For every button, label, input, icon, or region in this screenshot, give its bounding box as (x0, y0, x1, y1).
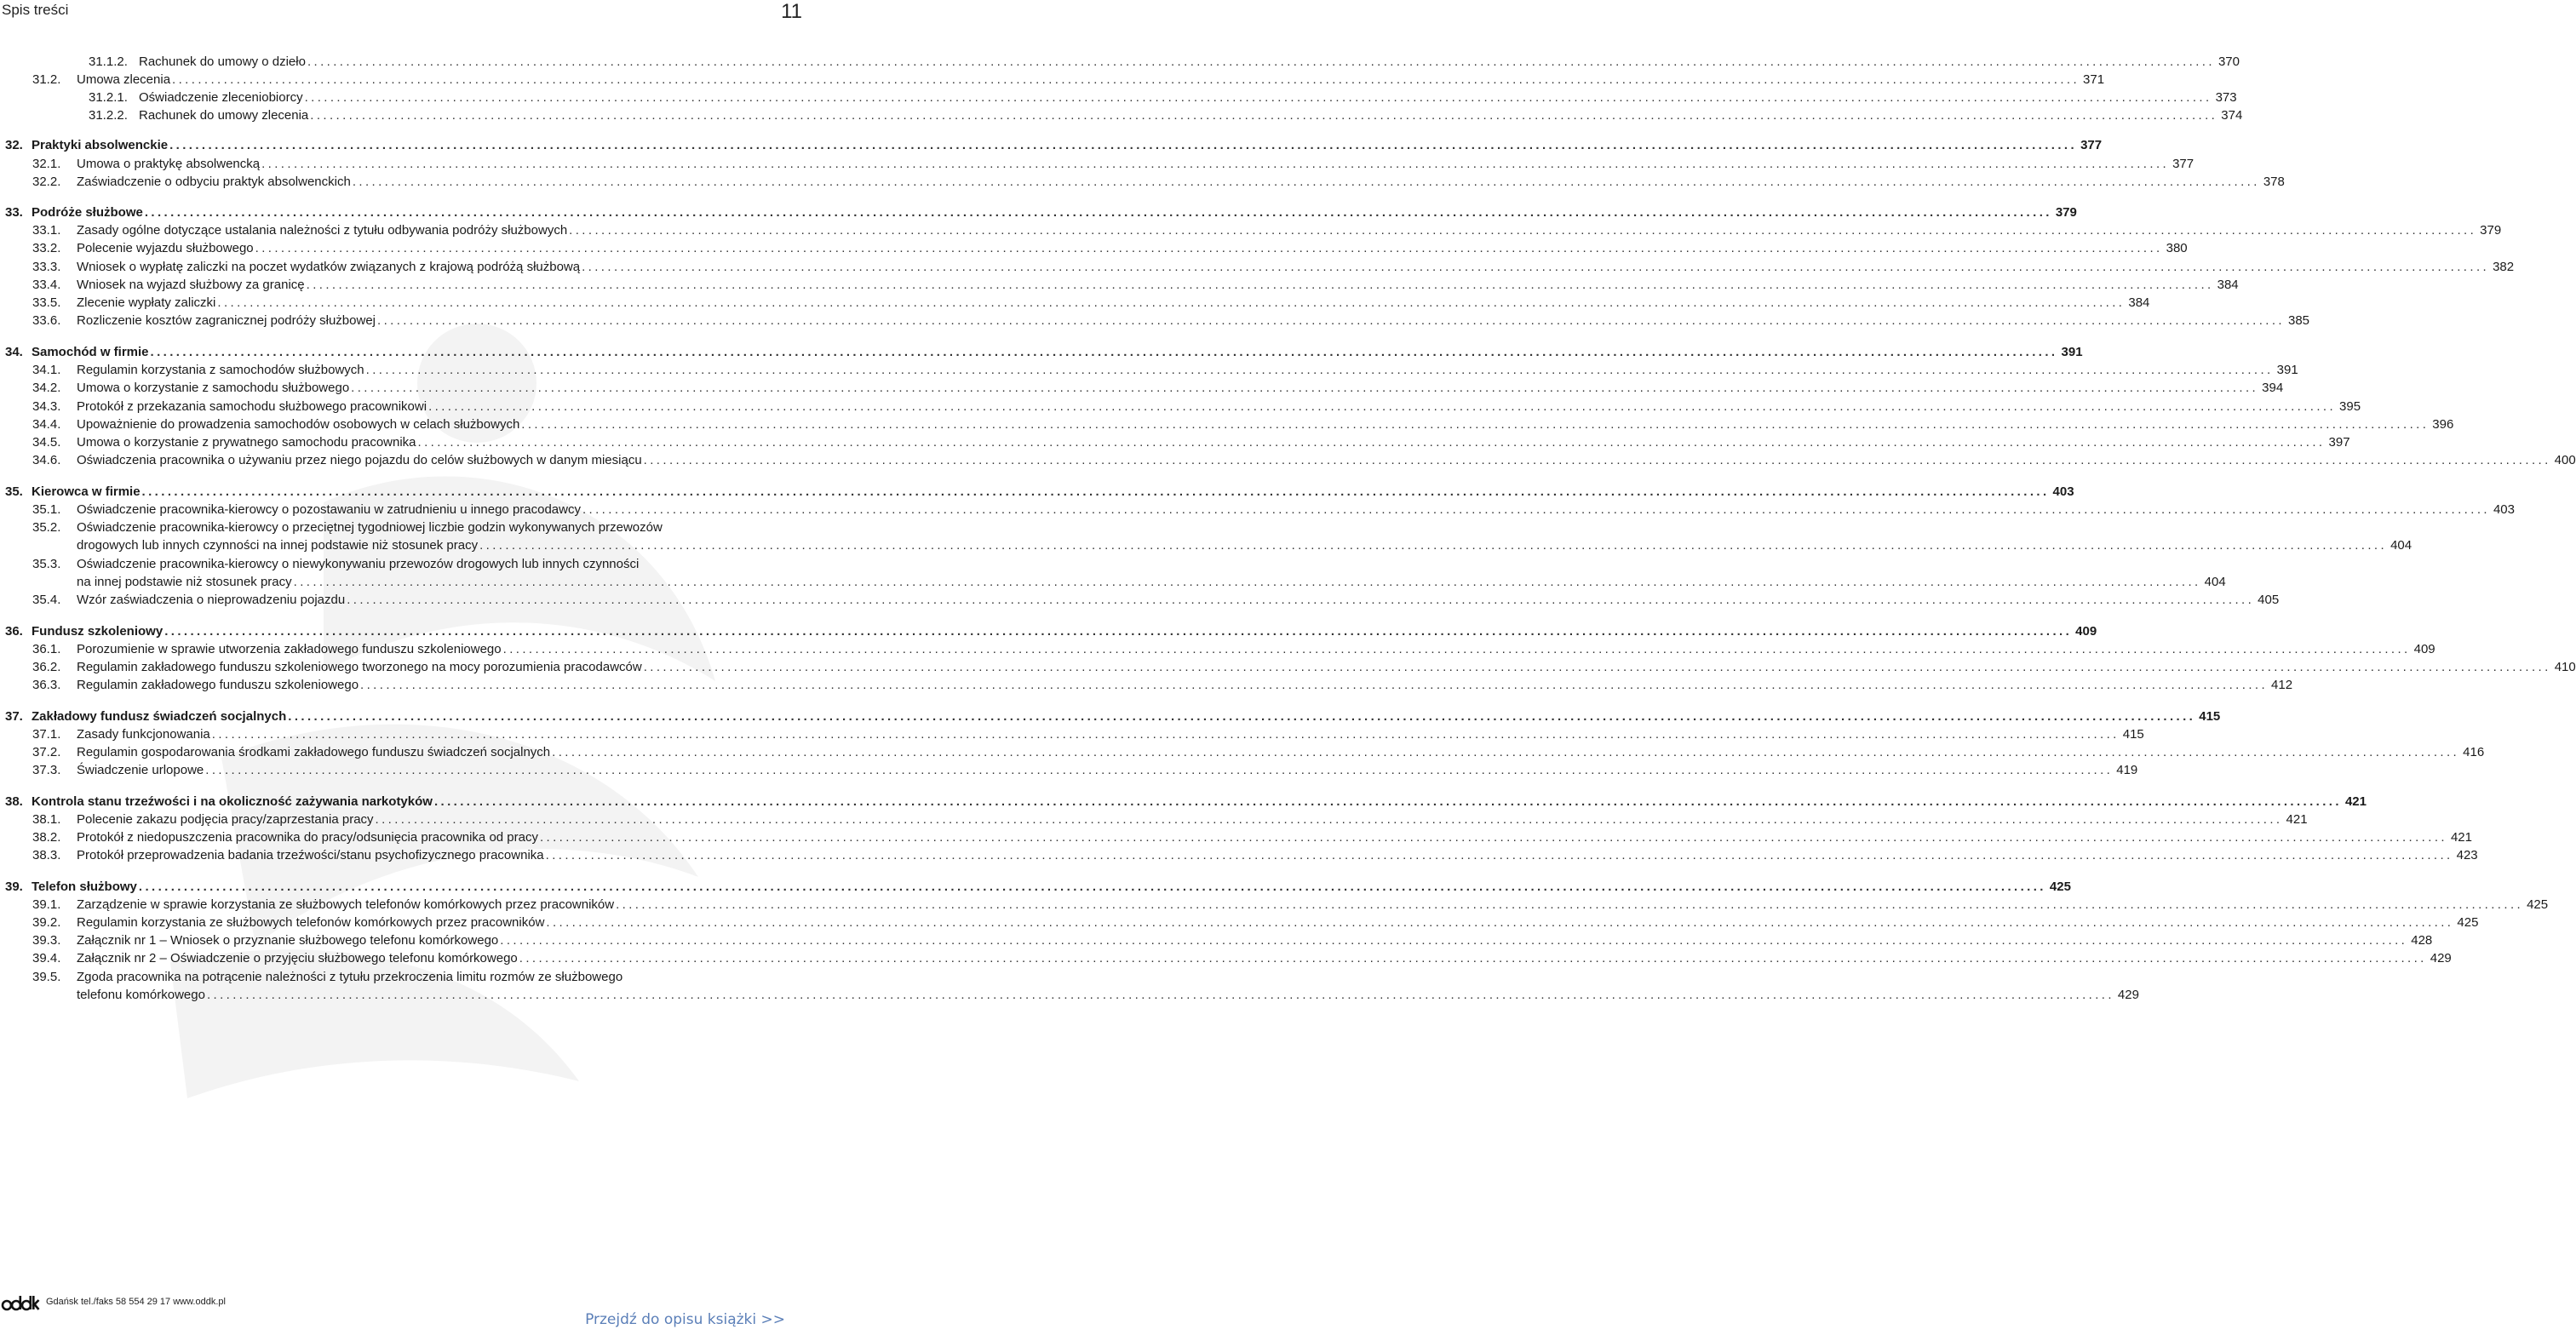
toc-leader-dots (479, 536, 2387, 554)
toc-leader-dots (377, 312, 2285, 329)
toc-entry-row[interactable] (0, 239, 2188, 257)
toc-chapter-row[interactable] (0, 203, 2077, 221)
toc-entry-title: Zgoda pracownika na potrącenie należności z tytułu przekroczenia limitu rozmów ze służbowego (77, 970, 623, 984)
toc-entry-number: 39.3. (32, 933, 61, 948)
toc-entry-title: Umowa zlecenia (77, 72, 171, 87)
toc-entry-row[interactable] (0, 949, 2452, 967)
toc-leader-dots (546, 914, 2453, 931)
toc-leader-dots (582, 258, 2489, 276)
toc-entry-number: 38.2. (32, 830, 61, 845)
toc-leader-dots (521, 415, 2429, 433)
toc-entry-title: Regulamin gospodarowania środkami zakładowego funduszu świadczeń socjalnych (77, 745, 551, 759)
toc-page-number: 396 (2432, 417, 2454, 432)
toc-page-number: 412 (2271, 678, 2293, 692)
toc-page-number: 380 (2166, 241, 2188, 255)
toc-chapter-row[interactable] (0, 483, 2074, 501)
toc-page-number: 425 (2457, 915, 2479, 930)
toc-leader-dots (582, 501, 2490, 519)
toc-entry-number: 38.3. (32, 848, 61, 862)
toc-entry-number: 31.1.2. (89, 54, 128, 69)
toc-entry-title: Rachunek do umowy zlecenia (139, 108, 309, 123)
toc-page-number: 429 (2430, 951, 2452, 965)
toc-entry-row[interactable] (0, 725, 2144, 743)
toc-entry-number: 33.6. (32, 313, 61, 328)
toc-entry-title: Świadczenie urlopowe (77, 763, 204, 777)
toc-entry-title: Regulamin zakładowego funduszu szkoleniowego tworzonego na mocy porozumienia pracodawców (77, 660, 642, 674)
toc-entry-number: 37. (5, 709, 23, 724)
toc-entry-title: na innej podstawie niż stosunek pracy (77, 575, 292, 589)
toc-entry-row[interactable] (0, 501, 2515, 519)
toc-leader-dots (169, 136, 2077, 154)
toc-entry-title: Protokół z niedopuszczenia pracownika do pracy/odsunięcia pracownika od pracy (77, 830, 538, 845)
toc-leader-dots (151, 343, 2058, 361)
toc-page-number: 425 (2527, 897, 2549, 912)
toc-entry-number: 31.2. (32, 72, 61, 87)
toc-entry-title: Oświadczenie zleceniobiorcy (139, 90, 303, 105)
toc-leader-dots (307, 53, 2215, 71)
toc-page-number: 391 (2061, 345, 2083, 359)
toc-leader-dots (255, 239, 2163, 257)
toc-entry-title: Protokół przeprowadzenia badania trzeźwości/stanu psychofizycznego pracownika (77, 848, 544, 862)
toc-page-number: 421 (2286, 812, 2308, 827)
toc-entry-title: Umowa o korzystanie z samochodu służbowego (77, 381, 350, 395)
toc-leader-dots (164, 622, 2072, 640)
toc-entry-title: Telefon służbowy (32, 879, 137, 894)
toc-chapter-row[interactable] (0, 793, 2367, 811)
toc-page-number: 385 (2287, 313, 2310, 328)
toc-entry-row[interactable] (0, 361, 2298, 379)
toc-entry-number: 35.4. (32, 593, 61, 607)
book-description-link[interactable]: Przejdź do opisu książki >> (585, 1311, 785, 1328)
toc-page-number: 421 (2450, 830, 2472, 845)
toc-chapter-row[interactable] (0, 708, 2221, 725)
toc-entry-number: 39.5. (32, 970, 61, 984)
toc-page-number: 403 (2052, 484, 2074, 499)
toc-entry-number: 39.1. (32, 897, 61, 912)
oddk-logo-icon (2, 1294, 39, 1311)
toc-entry-number: 33.1. (32, 223, 61, 238)
toc-leader-dots (294, 573, 2201, 591)
toc-entry-number: 32. (5, 138, 23, 152)
toc-entry-number: 32.1. (32, 157, 61, 171)
toc-entry-number: 34.2. (32, 381, 61, 395)
toc-entry-number: 33.3. (32, 260, 61, 274)
toc-entry-title: Rachunek do umowy o dzieło (139, 54, 306, 69)
toc-entry-title: Samochód w firmie (32, 345, 149, 359)
toc-entry-row[interactable] (0, 106, 2243, 124)
toc-chapter-row[interactable] (0, 136, 2103, 154)
toc-entry-row[interactable] (0, 761, 2138, 779)
toc-entry-row[interactable] (0, 312, 2310, 329)
toc-entry-number: 34.6. (32, 453, 61, 467)
toc-entry-number: 34.4. (32, 417, 61, 432)
toc-page-number: 394 (2262, 381, 2284, 395)
toc-leader-dots (172, 71, 2080, 89)
toc-page-number: 409 (2413, 642, 2435, 656)
toc-entry-row[interactable] (0, 986, 2139, 1004)
toc-leader-dots (288, 708, 2195, 725)
toc-entry-row[interactable] (0, 676, 2293, 694)
toc-entry-row[interactable] (0, 433, 2350, 451)
footer-contact: Gdańsk tel./faks 58 554 29 17 www.oddk.pl (46, 1297, 226, 1307)
toc-entry-row[interactable] (0, 89, 2237, 106)
toc-entry-number: 31.2.1. (89, 90, 128, 105)
toc-entry-number: 37.3. (32, 763, 61, 777)
toc-entry-row[interactable] (0, 896, 2549, 914)
toc-entry-row[interactable] (0, 658, 2576, 676)
toc-entry-row[interactable] (0, 451, 2576, 469)
toc-entry-title: Umowa o praktykę absolwencką (77, 157, 261, 171)
toc-entry-number: 35.2. (32, 520, 61, 535)
toc-page-number: 371 (2083, 72, 2105, 87)
toc-entry-title: Polecenie wyjazdu służbowego (77, 241, 254, 255)
toc-entry-title: Regulamin zakładowego funduszu szkoleniowego (77, 678, 359, 692)
toc-entry-title: Oświadczenie pracownika-kierowcy o przeciętnej tygodniowej liczbie godzin wykonywanych przewozów (77, 520, 663, 535)
toc-chapter-row[interactable] (0, 622, 2097, 640)
toc-entry-title: Kontrola stanu trzeźwości i na okoliczność zażywania narkotyków (32, 794, 433, 809)
toc-page-number: 391 (2276, 363, 2298, 377)
toc-page-number: 373 (2215, 90, 2237, 105)
toc-leader-dots (569, 221, 2476, 239)
toc-entry-title: Załącznik nr 2 – Oświadczenie o przyjęciu służbowego telefonu komórkowego (77, 951, 518, 965)
toc-entry-row[interactable] (0, 71, 2105, 89)
toc-entry-title: Fundusz szkoleniowy (32, 624, 164, 639)
toc-entry-number: 31.2.2. (89, 108, 128, 123)
toc-leader-dots (139, 878, 2046, 896)
toc-entry-title: Regulamin korzystania ze służbowych telefonów komórkowych przez pracowników (77, 915, 545, 930)
toc-entry-row[interactable] (0, 221, 2502, 239)
toc-leader-dots (418, 433, 2326, 451)
toc-entry-title: Rozliczenie kosztów zagranicznej podróży służbowej (77, 313, 376, 328)
toc-page-number: 404 (2204, 575, 2226, 589)
toc-entry-first-line (0, 968, 818, 986)
toc-page-number: 410 (2554, 660, 2576, 674)
toc-leader-dots (366, 361, 2274, 379)
toc-page-number: 378 (2263, 175, 2285, 189)
toc-page-number: 405 (2258, 593, 2280, 607)
toc-leader-dots (142, 483, 2050, 501)
toc-entry-first-line (0, 519, 818, 536)
toc-entry-title: Oświadczenie pracownika-kierowcy o niewykonywaniu przewozów drogowych lub innych czynności (77, 557, 640, 571)
toc-entry-number: 32.2. (32, 175, 61, 189)
toc-entry-row[interactable] (0, 258, 2515, 276)
toc-leader-dots (307, 276, 2214, 294)
toc-page-number: 425 (2049, 879, 2071, 894)
toc-entry-number: 37.1. (32, 727, 61, 742)
toc-entry-first-line (0, 555, 818, 573)
toc-entry-row[interactable] (0, 379, 2284, 397)
toc-entry-row[interactable] (0, 931, 2433, 949)
toc-leader-dots (546, 846, 2453, 864)
toc-page-number: 415 (2122, 727, 2144, 742)
toc-entry-title: Oświadczenia pracownika o używaniu przez niego pojazdu do celów służbowych w danym miesiącu (77, 453, 642, 467)
toc-entry-title: Polecenie zakazu podjęcia pracy/zaprzestania pracy (77, 812, 374, 827)
toc-entry-title: Podróże służbowe (32, 205, 143, 220)
toc-entry-row[interactable] (0, 591, 2280, 609)
toc-entry-title: Upoważnienie do prowadzenia samochodów osobowych w celach służbowych (77, 417, 520, 432)
toc-entry-number: 38. (5, 794, 23, 809)
toc-entry-number: 38.1. (32, 812, 61, 827)
toc-leader-dots (207, 986, 2114, 1004)
toc-entry-number: 36.2. (32, 660, 61, 674)
toc-leader-dots (376, 811, 2283, 828)
toc-page-number: 382 (2493, 260, 2515, 274)
toc-entry-number: 35.1. (32, 502, 61, 517)
toc-entry-row[interactable] (0, 640, 2435, 658)
toc-page-number: 409 (2075, 624, 2097, 639)
toc-entry-number: 34.3. (32, 399, 61, 414)
toc-leader-dots (519, 949, 2427, 967)
toc-entry-title: Wniosek na wyjazd służbowy za granicę (77, 278, 305, 292)
toc-entry-title: Oświadczenie pracownika-kierowcy o pozostawaniu w zatrudnieniu u innego pracodawcy (77, 502, 581, 517)
toc-entry-number: 35.3. (32, 557, 61, 571)
toc-leader-dots (552, 743, 2459, 761)
toc-entry-number: 33. (5, 205, 23, 220)
toc-leader-dots (540, 828, 2447, 846)
toc-entry-title: Zasady ogólne dotyczące ustalania należności z tytułu odbywania podróży służbowych (77, 223, 568, 238)
toc-page-number: 377 (2172, 157, 2194, 171)
toc-entry-row[interactable] (0, 811, 2308, 828)
toc-page-number: 374 (2221, 108, 2243, 123)
toc-entry-number: 35. (5, 484, 23, 499)
toc-leader-dots (205, 761, 2113, 779)
toc-page-number: 379 (2055, 205, 2077, 220)
toc-page-number: 397 (2328, 435, 2350, 450)
toc-leader-dots (212, 725, 2120, 743)
toc-entry-number: 39. (5, 879, 23, 894)
toc-leader-dots (347, 591, 2254, 609)
toc-page-number: 421 (2344, 794, 2367, 809)
toc-leader-dots (616, 896, 2523, 914)
toc-entry-row[interactable] (0, 536, 2412, 554)
toc-entry-title: Zasady funkcjonowania (77, 727, 210, 742)
toc-page-number: 370 (2217, 54, 2240, 69)
toc-entry-row[interactable] (0, 155, 2194, 173)
toc-page-number: 404 (2390, 538, 2412, 553)
toc-entry-title: Wniosek o wypłatę zaliczki na poczet wydatków związanych z krajową podróżą służbową (77, 260, 581, 274)
toc-entry-number: 33.5. (32, 295, 61, 310)
toc-page-number: 429 (2117, 988, 2139, 1002)
toc-entry-title: Umowa o korzystanie z prywatnego samochodu pracownika (77, 435, 416, 450)
toc-leader-dots (310, 106, 2217, 124)
toc-entry-title: Kierowca w firmie (32, 484, 141, 499)
toc-entry-number: 34.5. (32, 435, 61, 450)
toc-leader-dots (644, 658, 2551, 676)
toc-entry-row[interactable] (0, 573, 2226, 591)
toc-leader-dots (305, 89, 2212, 106)
toc-leader-dots (217, 294, 2125, 312)
toc-entry-number: 33.2. (32, 241, 61, 255)
toc-entry-title: Praktyki absolwenckie (32, 138, 169, 152)
toc-chapter-row[interactable] (0, 878, 2071, 896)
toc-entry-row[interactable] (0, 276, 2239, 294)
toc-leader-dots (503, 640, 2411, 658)
header-page-number: 11 (781, 0, 802, 23)
toc-page-number: 377 (2080, 138, 2103, 152)
toc-leader-dots (500, 931, 2407, 949)
toc-entry-row[interactable] (0, 828, 2472, 846)
toc-leader-dots (434, 793, 2342, 811)
toc-entry-number: 36.3. (32, 678, 61, 692)
toc-leader-dots (351, 379, 2258, 397)
toc-entry-title: telefonu komórkowego (77, 988, 205, 1002)
toc-leader-dots (428, 398, 2336, 415)
toc-page-number: 423 (2456, 848, 2478, 862)
toc-leader-dots (644, 451, 2551, 469)
toc-entry-row[interactable] (0, 173, 2285, 191)
toc-entry-title: drogowych lub innych czynności na innej podstawie niż stosunek pracy (77, 538, 479, 553)
toc-page-number: 416 (2463, 745, 2485, 759)
toc-entry-row[interactable] (0, 846, 2478, 864)
toc-entry-row[interactable] (0, 398, 2361, 415)
toc-entry-title: Zlecenie wypłaty zaliczki (77, 295, 216, 310)
toc-page-number: 419 (2116, 763, 2138, 777)
toc-entry-title: Zakładowy fundusz świadczeń socjalnych (32, 709, 287, 724)
toc-entry-title: Zarządzenie w sprawie korzystania ze służbowych telefonów komórkowych przez pracowników (77, 897, 615, 912)
toc-leader-dots (353, 173, 2260, 191)
toc-entry-number: 33.4. (32, 278, 61, 292)
toc-entry-number: 39.2. (32, 915, 61, 930)
toc-entry-number: 36. (5, 624, 23, 639)
toc-entry-title: Wzór zaświadczenia o nieprowadzeniu pojazdu (77, 593, 346, 607)
toc-entry-row[interactable] (0, 294, 2150, 312)
toc-page-number: 403 (2493, 502, 2515, 517)
header-title: Spis treści (2, 2, 69, 18)
toc-entry-row[interactable] (0, 743, 2485, 761)
toc-page-number: 395 (2339, 399, 2361, 414)
toc-entry-row[interactable] (0, 415, 2454, 433)
toc-entry-number: 39.4. (32, 951, 61, 965)
toc-leader-dots (261, 155, 2169, 173)
toc-entry-title: Załącznik nr 1 – Wniosek o przyznanie służbowego telefonu komórkowego (77, 933, 499, 948)
toc-entry-row[interactable] (0, 914, 2479, 931)
toc-entry-title: Zaświadczenie o odbyciu praktyk absolwenckich (77, 175, 351, 189)
toc-chapter-row[interactable] (0, 343, 2083, 361)
toc-leader-dots (360, 676, 2268, 694)
toc-entry-number: 34. (5, 345, 23, 359)
toc-page-number: 379 (2480, 223, 2502, 238)
toc-leader-dots (145, 203, 2052, 221)
toc-entry-number: 36.1. (32, 642, 61, 656)
toc-entry-title: Porozumienie w sprawie utworzenia zakładowego funduszu szkoleniowego (77, 642, 502, 656)
toc-entry-number: 34.1. (32, 363, 61, 377)
toc-page-number: 384 (2217, 278, 2239, 292)
toc-page-number: 428 (2411, 933, 2433, 948)
toc-entry-number: 37.2. (32, 745, 61, 759)
toc-page-number: 415 (2199, 709, 2221, 724)
toc-entry-title: Protokół z przekazania samochodu służbowego pracownikowi (77, 399, 427, 414)
toc-page-number: 384 (2128, 295, 2150, 310)
toc-page-number: 400 (2554, 453, 2576, 467)
toc-entry-title: Regulamin korzystania z samochodów służbowych (77, 363, 364, 377)
toc-entry-row[interactable] (0, 53, 2240, 71)
